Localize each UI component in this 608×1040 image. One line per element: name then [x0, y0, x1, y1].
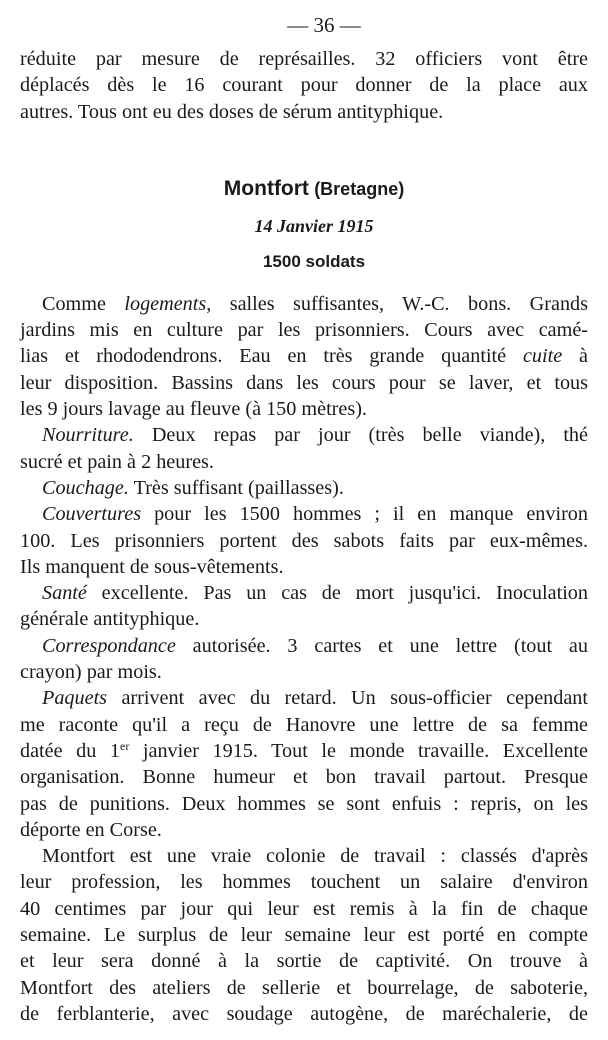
emphasis-text: Correspondance — [42, 634, 176, 657]
text-line: me raconte qu'il a reçu de Hanovre une lettre de sa femme — [20, 713, 588, 736]
text-line: Ils manquent de sous-vêtements. — [20, 555, 284, 578]
text-line — [20, 633, 588, 659]
text-line: leur profession, les hommes touchent un salaire d'environ — [20, 871, 588, 894]
text-line — [20, 738, 588, 764]
section-region: (Bretagne) — [314, 178, 405, 199]
text-line: générale antityphique. — [20, 608, 200, 631]
text-line: les 9 jours lavage au fleuve (à 150 mètres). — [20, 398, 367, 421]
text-line — [20, 343, 588, 369]
emphasis-text: Nourriture. — [42, 424, 134, 447]
text-run: pour les 1500 hommes ; il en manque environ — [141, 503, 588, 526]
text-line — [20, 475, 588, 501]
text-run: Très suffisant (paillasses). — [128, 476, 344, 499]
text-line: réduite par mesure de représailles. 32 officiers vont être — [20, 48, 588, 70]
emphasis-text: Couvertures — [42, 503, 142, 526]
text-line: et leur sera donné à la sortie de captivité. On trouve à — [20, 950, 588, 973]
text-line — [20, 422, 588, 448]
section-count: 1500 soldats — [262, 251, 366, 271]
text-run: excellente. Pas un cas de mort jusqu'ici. Inoculation — [86, 582, 588, 605]
intro-paragraph — [20, 46, 588, 125]
emphasis-text: Couchage. — [42, 476, 129, 499]
text-line — [20, 685, 588, 711]
section-place: Montfort — [223, 176, 309, 200]
text-run: janvier 1915. Tout le monde travaille. Excellente — [129, 739, 588, 762]
emphasis-text: Santé — [42, 582, 87, 605]
couvertures-paragraph — [20, 501, 588, 580]
logements-paragraph — [20, 291, 588, 422]
text-line: sucré et pain à 2 heures. — [20, 450, 214, 473]
text-line: organisation. Bonne humeur et bon travail partout. Presque — [20, 766, 588, 789]
text-run: Comme — [42, 292, 125, 315]
paquets-paragraph — [20, 685, 588, 843]
text-line: leur disposition. Bassins dans les cours pour se laver, et tous — [20, 371, 588, 394]
text-line: semaine. Le surplus de leur semaine leur est porté en compte — [20, 924, 588, 947]
text-line: autres. Tous ont eu des doses de sérum antityphique. — [20, 100, 444, 123]
page-number: — 36 — — [287, 13, 361, 37]
text-line: 40 centimes par jour qui leur est remis à la fin de chaque — [20, 897, 588, 920]
text-run: lias et rhododendrons. Eau en très grande quantité — [20, 345, 523, 368]
text-line: jardins mis en culture par les prisonniers. Cours avec camé- — [20, 319, 588, 342]
text-line — [20, 501, 588, 527]
section-date: 14 Janvier 1915 — [254, 215, 374, 236]
sante-paragraph — [20, 580, 588, 633]
text-run: , salles suffisantes, W.-C. bons. Grands — [206, 292, 588, 315]
text-line: Montfort des ateliers de sellerie et bourrelage, de saboterie, — [20, 976, 588, 999]
text-run: à — [562, 345, 588, 368]
text-line — [20, 580, 588, 606]
document-page — [20, 8, 588, 1027]
nourriture-paragraph — [20, 422, 588, 475]
superscript: er — [120, 738, 130, 753]
text-line: crayon) par mois. — [20, 661, 162, 684]
text-run: datée du 1 — [20, 739, 120, 762]
correspondance-paragraph — [20, 633, 588, 686]
text-run: Deux repas par jour (très belle viande), thé — [133, 424, 588, 447]
text-line — [20, 291, 588, 317]
colonie-paragraph — [20, 843, 588, 1027]
text-line: pas de punitions. Deux hommes se sont enfuis : repris, on les — [20, 792, 588, 815]
emphasis-text: logements — [124, 292, 207, 315]
couchage-paragraph — [20, 475, 588, 501]
emphasis-text: cuite — [522, 345, 563, 368]
text-run: arrivent avec du retard. Un sous-officier cependant — [107, 687, 588, 710]
section-heading — [40, 173, 588, 203]
text-line: de ferblanterie, avec soudage autogène, de maréchalerie, de — [20, 1002, 588, 1025]
text-run: autorisée. 3 cartes et une lettre (tout au — [175, 634, 588, 657]
text-line: déplacés dès le 16 courant pour donner de la place aux — [20, 74, 588, 97]
emphasis-text: Paquets — [42, 687, 108, 710]
text-line: déporte en Corse. — [20, 818, 162, 841]
text-line: Montfort est une vraie colonie de travail : classés d'après — [42, 845, 588, 868]
text-line: 100. Les prisonniers portent des sabots faits par eux-mêmes. — [20, 529, 588, 552]
